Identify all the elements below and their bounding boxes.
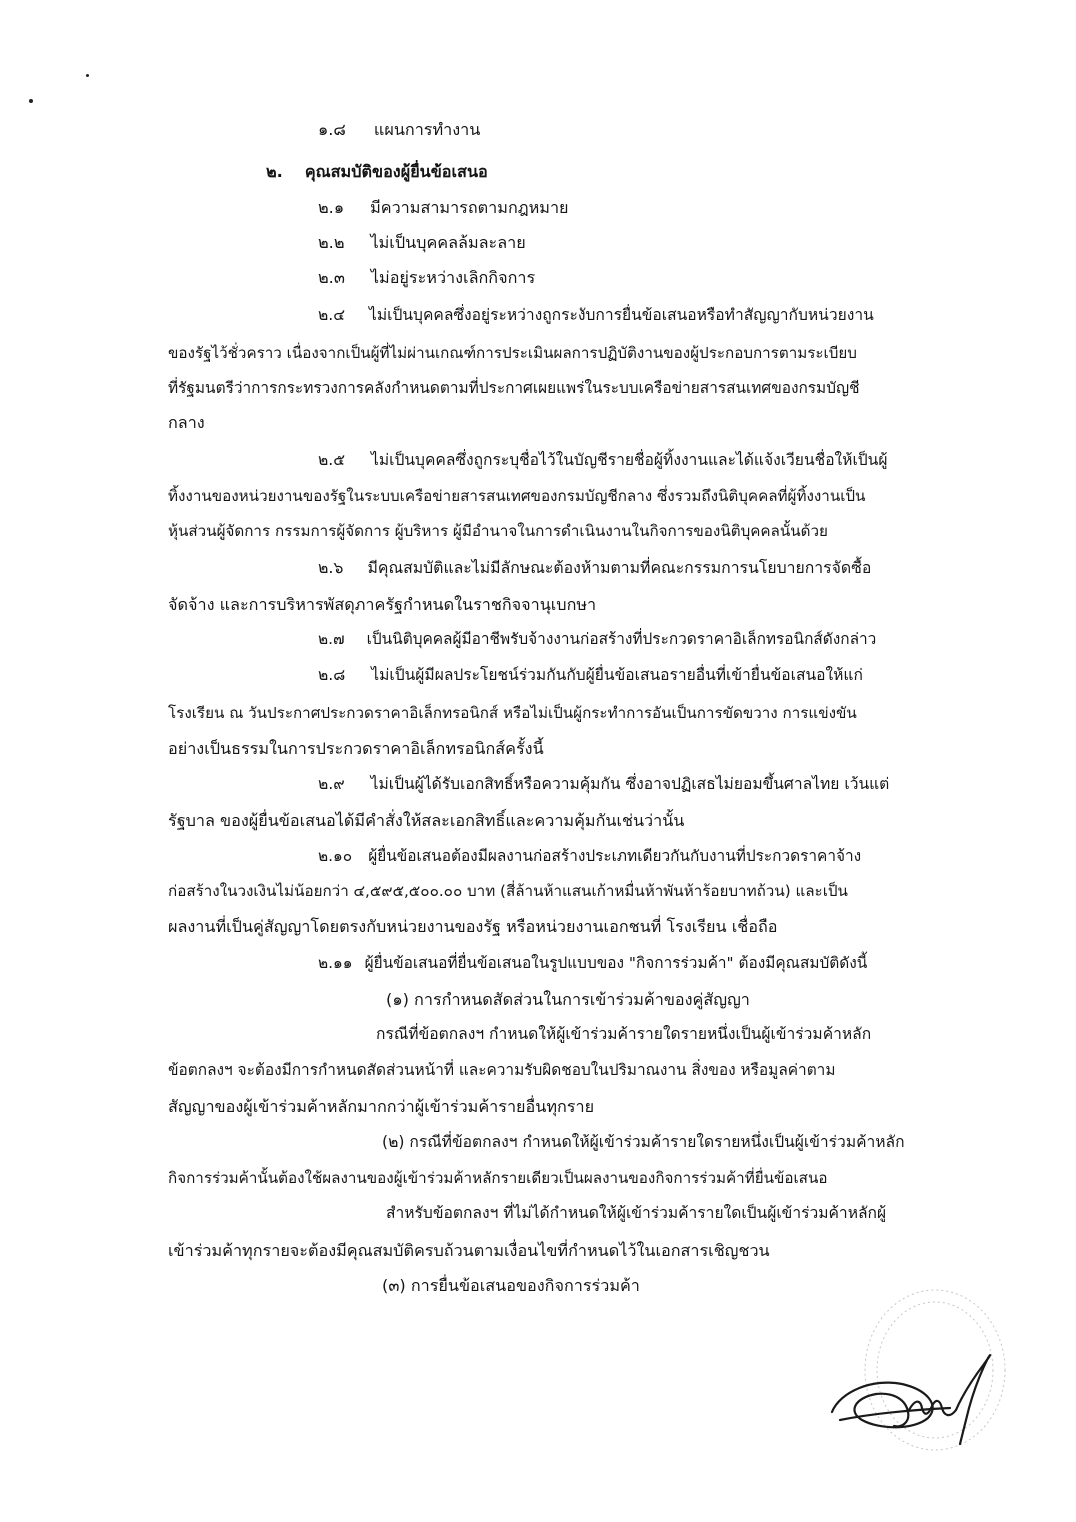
item-number: ๒.๙ — [318, 775, 345, 793]
item-number: ๒.๑๐ — [318, 847, 353, 865]
joint-venture-para: สำหรับข้อตกลงฯ ที่ไม่ได้กำหนดให้ผู้เข้าร่วมค้ารายใดเป็นผู้เข้าร่วมค้าหลักผู้ — [386, 1204, 887, 1222]
sub-item-1-cont-2: สัญญาของผู้เข้าร่วมค้าหลักมากกว่าผู้เข้าร่วมค้ารายอื่นทุกราย — [168, 1097, 595, 1116]
scan-speck — [29, 99, 33, 103]
item-number: ๒.๔ — [318, 306, 346, 324]
item-text: แผนการทำงาน — [373, 120, 481, 139]
item-text: เป็นนิติบุคคลผู้มีอาชีพรับจ้างงานก่อสร้างที่ประกวดราคาอิเล็กทรอนิกส์ดังกล่าว — [366, 630, 877, 648]
sub-item-3: (๓) การยื่นข้อเสนอของกิจการร่วมค้า — [382, 1276, 640, 1295]
sub-item-1-para: กรณีที่ข้อตกลงฯ กำหนดให้ผู้เข้าร่วมค้ารายใดรายหนึ่งเป็นผู้เข้าร่วมค้าหลัก — [376, 1025, 872, 1043]
item-number: ๒.๘ — [318, 666, 346, 684]
item-text: ไม่เป็นผู้ได้รับเอกสิทธิ์หรือความคุ้มกัน ซึ่งอาจปฏิเสธไม่ยอมขึ้นศาลไทย เว้นแต่ — [370, 775, 890, 793]
item-number: ๒.๗ — [318, 630, 345, 648]
item-text: ไม่เป็นบุคคลล้มละลาย — [370, 233, 526, 252]
item-text: ผู้ยื่นข้อเสนอต้องมีผลงานก่อสร้างประเภทเดียวกันกับงานที่ประกวดราคาจ้าง — [368, 847, 862, 865]
item-1-8 — [318, 122, 480, 138]
signature-image — [810, 1280, 1010, 1480]
item-text: มีความสามารถตามกฎหมาย — [370, 198, 569, 217]
section-number: ๒. — [266, 162, 283, 181]
item-2-10-cont-1: ก่อสร้างในวงเงินไม่น้อยกว่า ๔,๕๙๕,๕๐๐.๐๐ บาท (สี่ล้านห้าแสนเก้าหมื่นห้าพันห้าร้อยบาทถ้วน) และเป็น — [168, 882, 848, 900]
item-2-4-cont-2: ที่รัฐมนตรีว่าการกระทรวงการคลังกำหนดตามที่ประกาศเผยแพร่ในระบบเครือข่ายสารสนเทศของกรมบัญชี — [168, 379, 860, 397]
item-2-4-cont-3: กลาง — [168, 413, 205, 432]
item-2-2 — [318, 235, 526, 251]
item-text: มีคุณสมบัติและไม่มีลักษณะต้องห้ามตามที่คณะกรรมการนโยบายการจัดซื้อ — [367, 558, 872, 577]
item-number: ๒.๑๑ — [318, 954, 353, 972]
item-2-5-cont-1: ทิ้งงานของหน่วยงานของรัฐในระบบเครือข่ายสารสนเทศของกรมบัญชีกลาง ซึ่งรวมถึงนิติบุคคลที่ผู้ทิ้งงานเป็น — [168, 487, 866, 505]
item-2-9-cont: รัฐบาล ของผู้ยื่นข้อเสนอได้มีคำสั่งให้สละเอกสิทธิ์และความคุ้มกันเช่นว่านั้น — [168, 811, 685, 830]
item-2-11 — [318, 956, 867, 971]
item-2-9 — [318, 777, 889, 793]
sub-item-1-cont-1: ข้อตกลงฯ จะต้องมีการกำหนดสัดส่วนหน้าที่ และความรับผิดชอบในปริมาณงาน สิ่งของ หรือมูลค่าตาม — [168, 1061, 836, 1079]
item-number: ๒.๒ — [318, 233, 345, 252]
item-2-8 — [318, 668, 863, 684]
item-2-5-cont-2: หุ้นส่วนผู้จัดการ กรรมการผู้จัดการ ผู้บริหาร ผู้มีอำนาจในการดำเนินงานในกิจการของนิติบุคคลนั้นด้วย — [168, 522, 828, 540]
item-2-4-cont-1: ของรัฐไว้ชั่วคราว เนื่องจากเป็นผู้ที่ไม่ผ่านเกณฑ์การประเมินผลการปฏิบัติงานของผู้ประกอบการตามระเบียบ — [168, 344, 857, 362]
item-2-4 — [318, 308, 874, 324]
item-2-10 — [318, 849, 861, 864]
item-number: ๒.๕ — [318, 451, 346, 469]
scan-speck — [86, 74, 89, 77]
joint-venture-cont: เข้าร่วมค้าทุกรายจะต้องมีคุณสมบัติครบถ้วนตามเงื่อนไขที่กำหนดไว้ในเอกสารเชิญชวน — [168, 1241, 770, 1260]
section-2-heading — [266, 164, 488, 180]
item-2-6-cont: จัดจ้าง และการบริหารพัสดุภาครัฐกำหนดในราชกิจจานุเบกษา — [168, 595, 597, 614]
item-text: ไม่เป็นผู้มีผลประโยชน์ร่วมกันกับผู้ยื่นข้อเสนอรายอื่นที่เข้ายื่นข้อเสนอให้แก่ — [371, 666, 863, 684]
item-text: ผู้ยื่นข้อเสนอที่ยื่นข้อเสนอในรูปแบบของ "กิจการร่วมค้า" ต้องมีคุณสมบัติดังนี้ — [364, 954, 868, 972]
item-2-8-cont-2: อย่างเป็นธรรมในการประกวดราคาอิเล็กทรอนิกส์ครั้งนี้ — [168, 739, 544, 758]
item-2-7 — [318, 632, 876, 647]
item-number: ๑.๘ — [318, 120, 346, 139]
item-2-10-cont-2: ผลงานที่เป็นคู่สัญญาโดยตรงกับหน่วยงานของรัฐ หรือหน่วยงานเอกชนที่ โรงเรียน เชื่อถือ — [168, 917, 778, 936]
item-2-6 — [318, 560, 871, 576]
item-2-5 — [318, 453, 887, 469]
sub-item-2-cont: กิจการร่วมค้านั้นต้องใช้ผลงานของผู้เข้าร่วมค้าหลักรายเดียวเป็นผลงานของกิจการร่วมค้าที่ยื่นข้อเสนอ — [168, 1169, 828, 1187]
sub-item-2: (๒) กรณีที่ข้อตกลงฯ กำหนดให้ผู้เข้าร่วมค้ารายใดรายหนึ่งเป็นผู้เข้าร่วมค้าหลัก — [382, 1133, 905, 1151]
item-number: ๒.๓ — [318, 268, 345, 287]
item-2-1 — [318, 200, 569, 216]
sub-item-1-heading: (๑) การกำหนดสัดส่วนในการเข้าร่วมค้าของคู่สัญญา — [386, 990, 750, 1009]
item-text: ไม่เป็นบุคคลซึ่งอยู่ระหว่างถูกระงับการยื่นข้อเสนอหรือทำสัญญากับหน่วยงาน — [369, 306, 874, 324]
section-title: คุณสมบัติของผู้ยื่นข้อเสนอ — [304, 162, 488, 181]
item-text: ไม่อยู่ระหว่างเลิกกิจการ — [370, 268, 536, 287]
item-2-3 — [318, 270, 535, 286]
item-number: ๒.๑ — [318, 198, 345, 217]
item-2-8-cont-1: โรงเรียน ณ วันประกาศประกวดราคาอิเล็กทรอนิกส์ หรือไม่เป็นผู้กระทำการอันเป็นการขัดขวาง การแข่งขัน — [168, 704, 857, 722]
item-text: ไม่เป็นบุคคลซึ่งถูกระบุชื่อไว้ในบัญชีรายชื่อผู้ทิ้งงานและได้แจ้งเวียนชื่อให้เป็นผู้ — [371, 451, 888, 469]
item-number: ๒.๖ — [318, 558, 344, 577]
